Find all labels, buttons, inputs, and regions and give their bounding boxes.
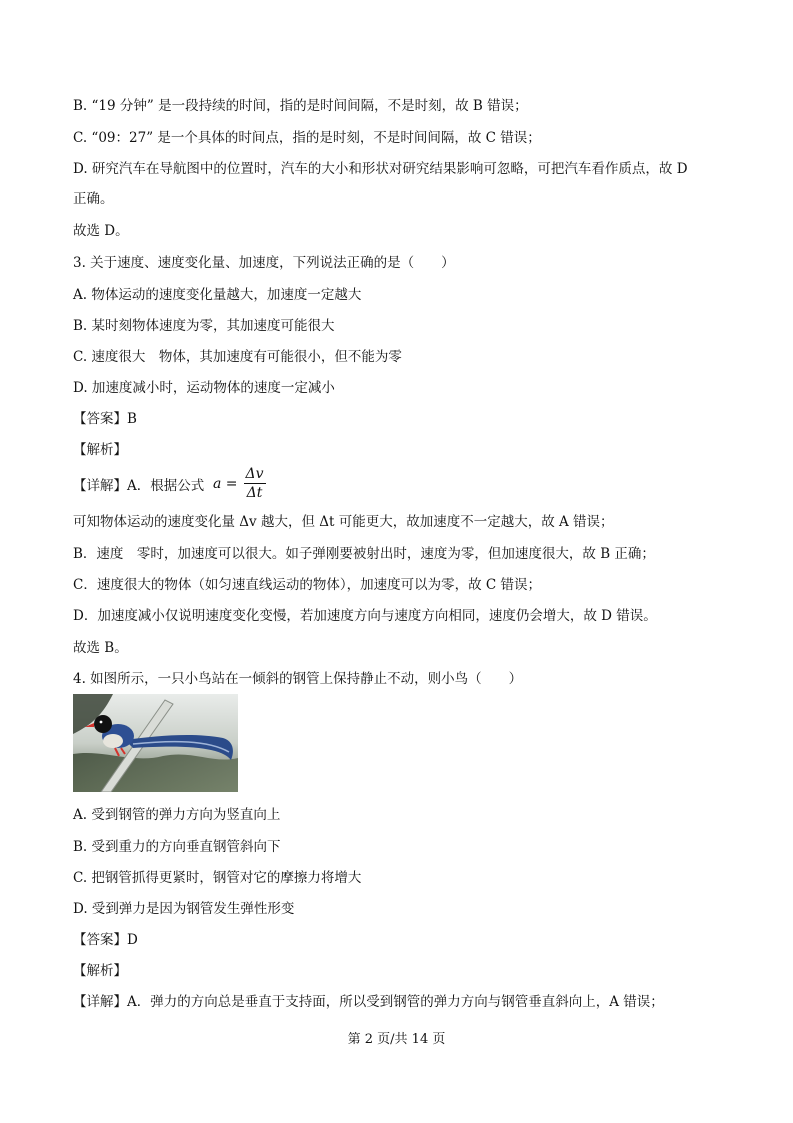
text-line-d-continued: 正确。	[73, 191, 114, 207]
formula-numerator: Δv	[245, 466, 264, 482]
question-3-analysis-heading: 【解析】	[73, 442, 127, 458]
question-3-option-b: B. 某时刻物体速度为零，其加速度可能很大	[73, 318, 335, 334]
text-line-d-option: D. 研究汽车在导航图中的位置时，汽车的大小和形状对研究结果影响可忽略，可把汽车看作质点，故 D	[73, 161, 688, 177]
text-line-c-option: C. “09：27” 是一个具体的时间点，指的是时刻，不是时间间隔，故 C 错误；	[73, 130, 541, 146]
question-4-detail-a: 【详解】A．弹力的方向总是垂直于支持面，所以受到钢管的弹力方向与钢管垂直斜向上，A 错误；	[73, 994, 664, 1010]
question-3-option-c: C. 速度很大 物体，其加速度有可能很小，但不能为零	[73, 349, 402, 365]
formula-lhs: a =	[213, 475, 238, 492]
question-3-detail-b: B．速度 零时，加速度可以很大。如子弹刚要被射出时，速度为零，但加速度很大，故 B 正确；	[73, 546, 655, 562]
question-3-option-a: A. 物体运动的速度变化量越大，加速度一定越大	[73, 287, 362, 303]
text-line-b-option: B. “19 分钟” 是一段持续的时间，指的是时间间隔，不是时刻，故 B 错误；	[73, 98, 528, 114]
question-3-answer: 【答案】B	[73, 411, 137, 427]
question-4-answer: 【答案】D	[73, 932, 138, 948]
question-3-detail-a: 可知物体运动的速度变化量 Δv 越大，但 Δt 可能更大，故加速度不一定越大，故 A 错误；	[73, 514, 614, 530]
question-3-option-d: D. 加速度减小时，运动物体的速度一定减小	[73, 380, 335, 396]
acceleration-formula	[213, 466, 266, 501]
question-4-option-d: D. 受到弹力是因为钢管发生弹性形变	[73, 901, 295, 917]
question-3-detail-d: D．加速度减小仅说明速度变化变慢，若加速度方向与速度方向相同，速度仍会增大，故 D 错误。	[73, 608, 657, 624]
question-4-analysis-heading: 【解析】	[73, 963, 127, 979]
text-line-answer-select: 故选 D。	[73, 223, 129, 239]
page-number-footer: 第 2 页/共 14 页	[347, 1032, 446, 1047]
question-3-detail-intro: 【详解】A．根据公式	[73, 478, 205, 494]
question-3-select: 故选 B。	[73, 640, 128, 656]
bird-on-pipe-photo	[73, 694, 238, 792]
question-3-title: 3. 关于速度、速度变化量、加速度，下列说法正确的是（ ）	[73, 255, 455, 271]
formula-denominator: Δt	[246, 485, 263, 501]
question-4-option-a: A. 受到钢管的弹力方向为竖直向上	[73, 807, 281, 823]
formula-fraction	[244, 466, 266, 501]
question-3-detail-c: C．速度很大的物体（如匀速直线运动的物体），加速度可以为零，故 C 错误；	[73, 577, 541, 593]
question-4-option-c: C. 把钢管抓得更紧时，钢管对它的摩擦力将增大	[73, 870, 362, 886]
question-4-title: 4. 如图所示，一只小鸟站在一倾斜的钢管上保持静止不动，则小鸟（ ）	[73, 671, 523, 687]
question-4-option-b: B. 受到重力的方向垂直钢管斜向下	[73, 839, 281, 855]
